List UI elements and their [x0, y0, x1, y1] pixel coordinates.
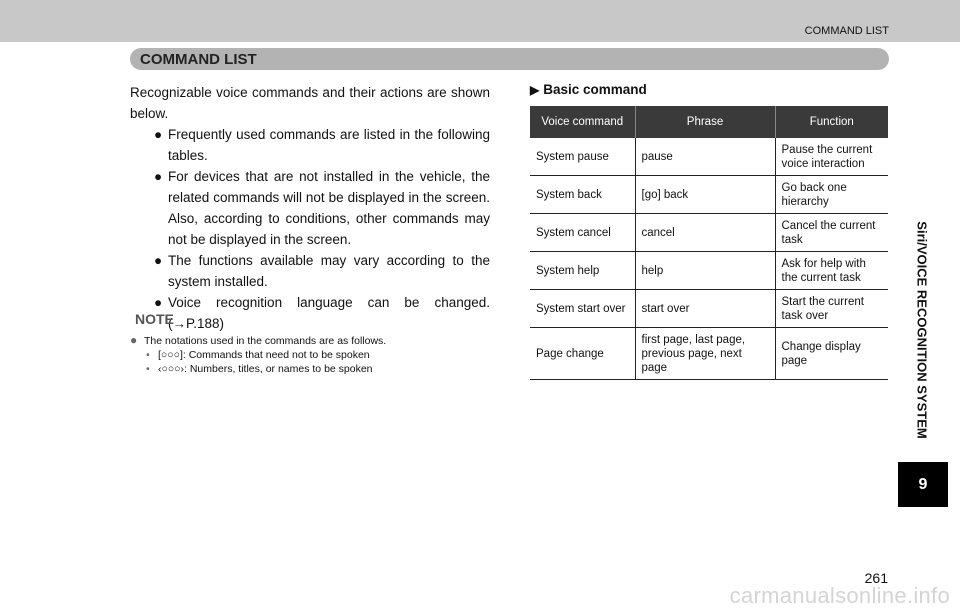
bullet-text: Frequently used commands are listed in the following tables. [168, 127, 490, 163]
function-cell: Go back one hierarchy [775, 176, 888, 214]
basic-command-table [530, 106, 888, 380]
function-cell: Start the current task over [775, 290, 888, 328]
function-cell: Pause the current voice interaction [775, 138, 888, 176]
bullet-item [130, 250, 490, 292]
note-main-item [130, 334, 500, 348]
table-heading-text: Basic command [543, 82, 647, 97]
chapter-side-label [898, 210, 946, 450]
voice-command-cell: Page change [530, 328, 635, 380]
bullet-text: The functions available may vary according to the system installed. [168, 253, 490, 289]
chapter-number-tab: 9 [898, 462, 948, 507]
note-heading: NOTE [135, 311, 174, 327]
phrase-cell: help [635, 252, 775, 290]
intro-text: Recognizable voice commands and their actions are shown below. [130, 85, 490, 121]
bullet-text: Voice recognition language can be changed. (→P.188) [168, 295, 490, 331]
function-cell: Change display page [775, 328, 888, 380]
phrase-cell: start over [635, 290, 775, 328]
table-row [530, 252, 888, 290]
play-arrow-icon: ▶ [530, 83, 540, 97]
column-header: Voice command [530, 106, 635, 138]
voice-command-cell: System back [530, 176, 635, 214]
table-row [530, 214, 888, 252]
section-title: COMMAND LIST [140, 51, 257, 68]
voice-command-cell: System cancel [530, 214, 635, 252]
note-sub-text: [○○○]: Commands that need not to be spoken [158, 349, 370, 361]
bullet-dot-icon: ● [154, 295, 163, 310]
column-header: Phrase [635, 106, 775, 138]
intro-column [130, 82, 490, 334]
note-sub-bullet-icon: • [146, 363, 150, 375]
note-block [130, 334, 500, 376]
section-title-bar [130, 48, 889, 70]
bullet-dot-icon: ● [154, 169, 163, 184]
table-row [530, 290, 888, 328]
note-bullet-icon: ● [130, 333, 138, 347]
table-row [530, 138, 888, 176]
table-row [530, 176, 888, 214]
bullet-list [130, 124, 490, 334]
chapter-side-label-text: Siri/VOICE RECOGNITION SYSTEM [914, 221, 930, 439]
running-header: COMMAND LIST [804, 25, 889, 37]
bullet-item [130, 166, 490, 250]
bullet-dot-icon: ● [154, 253, 163, 268]
phrase-cell: pause [635, 138, 775, 176]
note-sub-text: ‹○○○›: Numbers, titles, or names to be spoken [158, 363, 373, 375]
table-row [530, 328, 888, 380]
note-main-text: The notations used in the commands are as follows. [144, 335, 387, 347]
function-cell: Ask for help with the current task [775, 252, 888, 290]
note-sub-item [130, 348, 500, 362]
bullet-item [130, 124, 490, 166]
note-sub-bullet-icon: • [146, 349, 150, 361]
phrase-cell: [go] back [635, 176, 775, 214]
bullet-dot-icon: ● [154, 127, 163, 142]
table-heading [530, 82, 647, 97]
note-sub-item [130, 362, 500, 376]
table-header-row [530, 106, 888, 138]
bullet-item [130, 292, 490, 334]
bullet-text: For devices that are not installed in the vehicle, the related commands will not be displayed in the screen. Also, according to conditions, other commands may not be displayed in the screen. [168, 169, 490, 247]
phrase-cell: cancel [635, 214, 775, 252]
voice-command-cell: System pause [530, 138, 635, 176]
watermark: carmanualsonline.info [729, 583, 950, 608]
voice-command-cell: System help [530, 252, 635, 290]
function-cell: Cancel the current task [775, 214, 888, 252]
page-number: 261 [864, 570, 888, 586]
voice-command-cell: System start over [530, 290, 635, 328]
phrase-cell: first page, last page, previous page, next page [635, 328, 775, 380]
column-header: Function [775, 106, 888, 138]
